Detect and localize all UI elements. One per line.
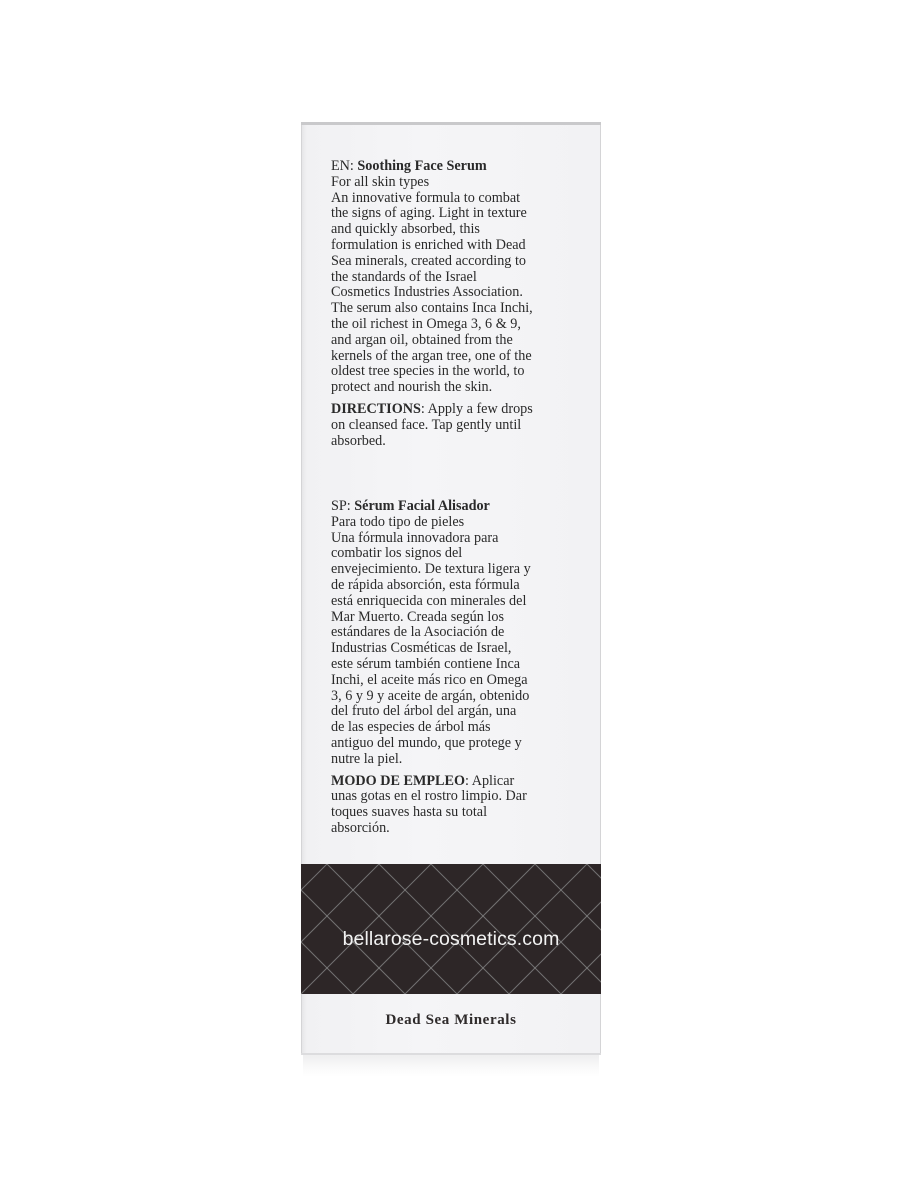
footer-label: Dead Sea Minerals — [385, 1012, 517, 1028]
english-line: For all skin types — [331, 173, 430, 190]
spanish-line: antiguo del mundo, que protege y — [331, 734, 522, 751]
english-line: the signs of aging. Light in texture — [331, 205, 527, 222]
spanish-directions-line: unas gotas en el rostro limpio. Dar — [331, 788, 527, 805]
english-line: The serum also contains Inca Inchi, — [331, 300, 533, 317]
english-directions-line — [331, 402, 567, 418]
spanish-line: envejecimiento. De textura ligera y — [331, 561, 531, 578]
english-line: and argan oil, obtained from the — [331, 331, 513, 348]
spanish-line: de rápida absorción, esta fórmula — [331, 576, 520, 593]
english-title-line — [331, 159, 567, 175]
spanish-directions-text: : Aplicar — [465, 772, 515, 789]
spanish-directions-line: toques suaves hasta su total — [331, 804, 488, 821]
spanish-product-title: Sérum Facial Alisador — [354, 498, 490, 514]
spanish-line: Inchi, el aceite más rico en Omega — [331, 671, 528, 688]
english-line: protect and nourish the skin. — [331, 379, 493, 396]
english-directions-line: absorbed. — [331, 432, 386, 449]
english-directions-text: : Apply a few drops — [420, 400, 533, 417]
english-line: kernels of the argan tree, one of the — [331, 347, 532, 364]
website-text: bellarose-cosmetics.com — [342, 928, 560, 950]
english-line: An innovative formula to combat — [331, 189, 521, 206]
english-line: and quickly absorbed, this — [331, 221, 480, 238]
spanish-line: este sérum también contiene Inca — [331, 655, 521, 672]
spanish-line: Una fórmula innovadora para — [331, 529, 499, 546]
box-bottom-edge — [301, 1053, 601, 1055]
spanish-line: combatir los signos del — [331, 545, 463, 562]
english-line: formulation is enriched with Dead — [331, 236, 526, 253]
english-language-prefix: EN: — [331, 158, 358, 174]
spanish-line: nutre la piel. — [331, 750, 403, 767]
spanish-line: Mar Muerto. Creada según los — [331, 608, 504, 625]
spanish-line: de las especies de árbol más — [331, 719, 491, 736]
english-line: the oil richest in Omega 3, 6 & 9, — [331, 315, 521, 332]
spanish-line: Para todo tipo de pieles — [331, 513, 465, 530]
english-line: the standards of the Israel — [331, 268, 477, 285]
english-line: oldest tree species in the world, to — [331, 363, 525, 380]
spanish-line: está enriquecida con minerales del — [331, 592, 527, 609]
english-description — [331, 159, 567, 449]
spanish-description — [331, 499, 567, 837]
spanish-directions-line — [331, 774, 567, 790]
product-box-side — [301, 122, 601, 1055]
box-shadow — [303, 1055, 599, 1077]
spanish-line: Industrias Cosméticas de Israel, — [331, 640, 512, 657]
spanish-directions-label: MODO DE EMPLEO — [331, 772, 465, 789]
english-line: Cosmetics Industries Association. — [331, 284, 523, 301]
spanish-language-prefix: SP: — [331, 498, 355, 514]
spanish-title-line — [331, 499, 567, 515]
spanish-directions-line: absorción. — [331, 819, 390, 836]
spanish-line: 3, 6 y 9 y aceite de argán, obtenido — [331, 687, 530, 704]
english-product-title: Soothing Face Serum — [357, 158, 487, 174]
english-line: Sea minerals, created according to — [331, 252, 526, 269]
english-directions-label: DIRECTIONS — [331, 400, 421, 417]
english-directions-line: on cleansed face. Tap gently until — [331, 416, 522, 433]
box-top-edge — [301, 122, 601, 125]
spanish-line: estándares de la Asociación de — [331, 624, 505, 641]
spanish-line: del fruto del árbol del argán, una — [331, 703, 517, 720]
